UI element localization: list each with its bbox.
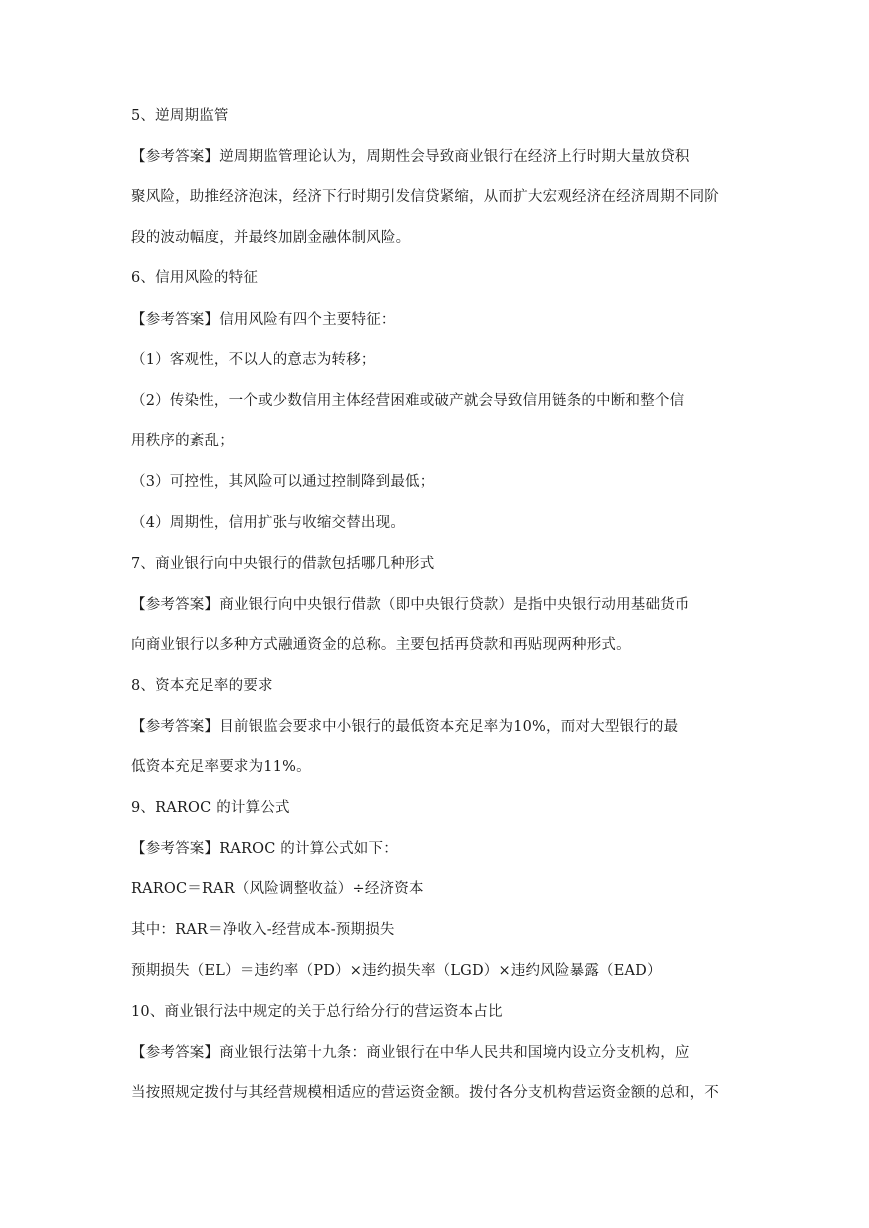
formula-raroc: RAROC＝RAR（风险调整收益）÷经济资本: [131, 881, 424, 897]
formula-rar: 其中：RAR＝净收入-经营成本-预期损失: [131, 922, 395, 938]
heading-8: 8、资本充足率的要求: [131, 678, 273, 694]
heading-6: 6、信用风险的特征: [131, 270, 259, 286]
answer-6-item-3: （3）可控性，其风险可以通过控制降到最低；: [131, 474, 435, 490]
answer-7-line-2: 向商业银行以多种方式融通资金的总称。主要包括再贷款和再贴现两种形式。: [131, 637, 631, 653]
answer-7-line-1: 【参考答案】商业银行向中央银行借款（即中央银行贷款）是指中央银行动用基础货币: [131, 597, 690, 613]
answer-10-line-1: 【参考答案】商业银行法第十九条：商业银行在中华人民共和国境内设立分支机构，应: [131, 1045, 690, 1061]
heading-7: 7、商业银行向中央银行的借款包括哪几种形式: [131, 556, 435, 572]
answer-6-item-2: （2）传染性，一个或少数信用主体经营困难或破产就会导致信用链条的中断和整个信: [131, 393, 685, 409]
answer-8-line-2: 低资本充足率要求为11%。: [131, 759, 311, 775]
answer-8-line-1: 【参考答案】目前银监会要求中小银行的最低资本充足率为10%，而对大型银行的最: [131, 719, 679, 735]
answer-6-item-1: （1）客观性，不以人的意志为转移；: [131, 352, 376, 368]
answer-6-item-4: （4）周期性，信用扩张与收缩交替出现。: [131, 515, 406, 531]
answer-9-line-1: 【参考答案】RAROC 的计算公式如下：: [131, 841, 398, 857]
answer-5-line-2: 聚风险，助推经济泡沫，经济下行时期引发信贷紧缩，从而扩大宏观经济在经济周期不同阶: [131, 189, 719, 205]
heading-9: 9、RAROC 的计算公式: [131, 800, 290, 816]
heading-5: 5、逆周期监管: [131, 108, 229, 124]
answer-5-line-3: 段的波动幅度，并最终加剧金融体制风险。: [131, 230, 411, 246]
heading-10: 10、商业银行法中规定的关于总行给分行的营运资本占比: [131, 1004, 503, 1020]
answer-5-line-1: 【参考答案】逆周期监管理论认为，周期性会导致商业银行在经济上行时期大量放贷积: [131, 149, 690, 165]
answer-6-item-2-cont: 用秩序的紊乱；: [131, 433, 234, 449]
answer-6-line-1: 【参考答案】信用风险有四个主要特征：: [131, 312, 396, 328]
formula-el: 预期损失（EL）＝违约率（PD）×违约损失率（LGD）×违约风险暴露（EAD）: [131, 963, 662, 979]
answer-10-line-2: 当按照规定拨付与其经营规模相适应的营运资金额。拨付各分支机构营运资金额的总和，不: [131, 1085, 719, 1101]
